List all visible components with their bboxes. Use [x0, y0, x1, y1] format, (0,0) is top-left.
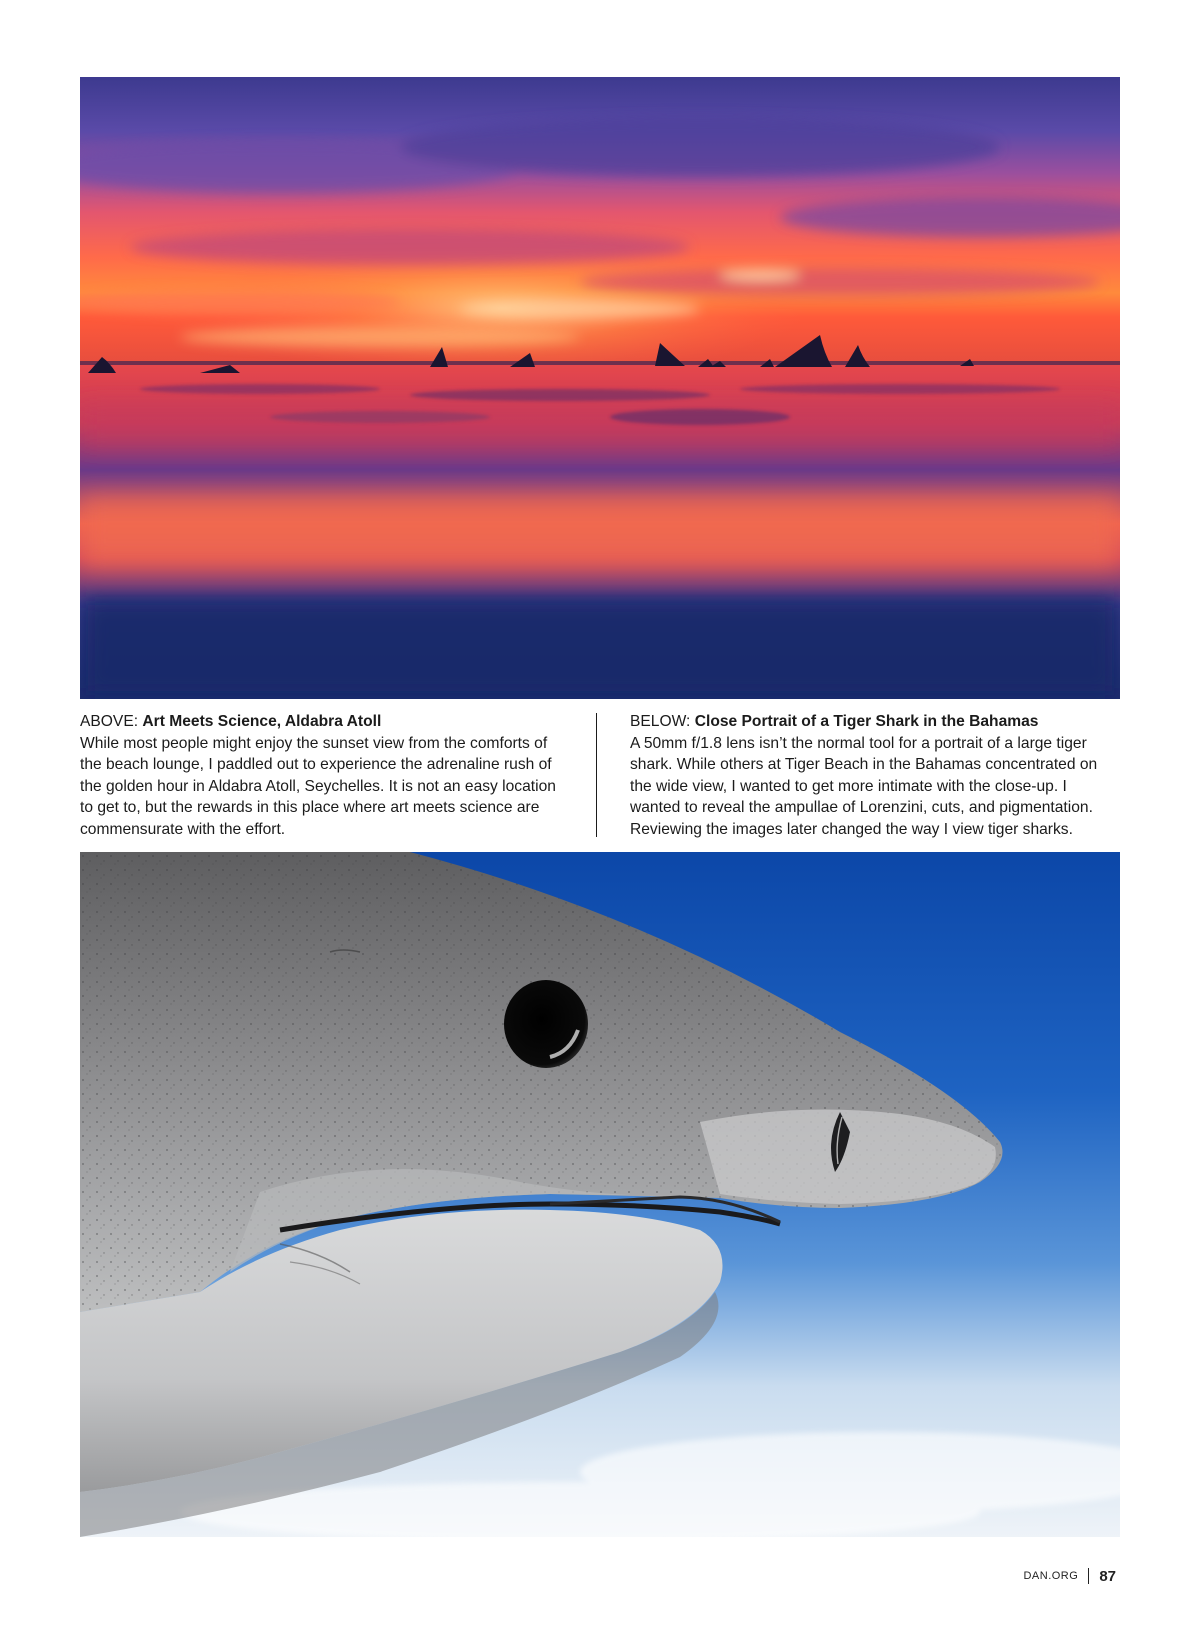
- folio-separator: [1088, 1568, 1089, 1584]
- caption-above-title: Art Meets Science, Aldabra Atoll: [142, 713, 382, 730]
- tiger-shark-portrait-photo: [80, 852, 1120, 1537]
- caption-above: [80, 711, 568, 841]
- caption-below-label: BELOW:: [630, 713, 695, 730]
- page-folio: [1023, 1566, 1116, 1586]
- sunset-photo-illustration: [80, 77, 1120, 699]
- caption-below-body: A 50mm f/1.8 lens isn’t the normal tool for a portrait of a large tiger shark. While others at Tiger Beach in the Bahamas concentrated on the wide view, I wanted to get more intimate with the close-up. I wanted to reveal the ampullae of Lorenzini, cuts, and pigmentation. Reviewing the images later changed the way I view tiger sharks.: [630, 734, 1098, 838]
- sunset-shark-fins-photo: [80, 77, 1120, 699]
- caption-above-body: While most people might enjoy the sunset view from the comforts of the beach lounge, I paddled out to experience the adrenaline rush of the golden hour in Aldabra Atoll, Seychelles. It is not an easy location to get to, but the rewards in this place where art meets science are commensurate with the effort.: [80, 734, 556, 838]
- site-name: DAN.ORG: [1023, 1570, 1079, 1582]
- caption-below-title: Close Portrait of a Tiger Shark in the Bahamas: [694, 713, 1039, 730]
- caption-block: [80, 711, 1120, 841]
- caption-divider: [596, 713, 597, 837]
- page-number: 87: [1099, 1567, 1116, 1585]
- tiger-shark-illustration: [80, 852, 1120, 1537]
- caption-above-label: ABOVE:: [80, 713, 143, 730]
- caption-below: [630, 711, 1120, 841]
